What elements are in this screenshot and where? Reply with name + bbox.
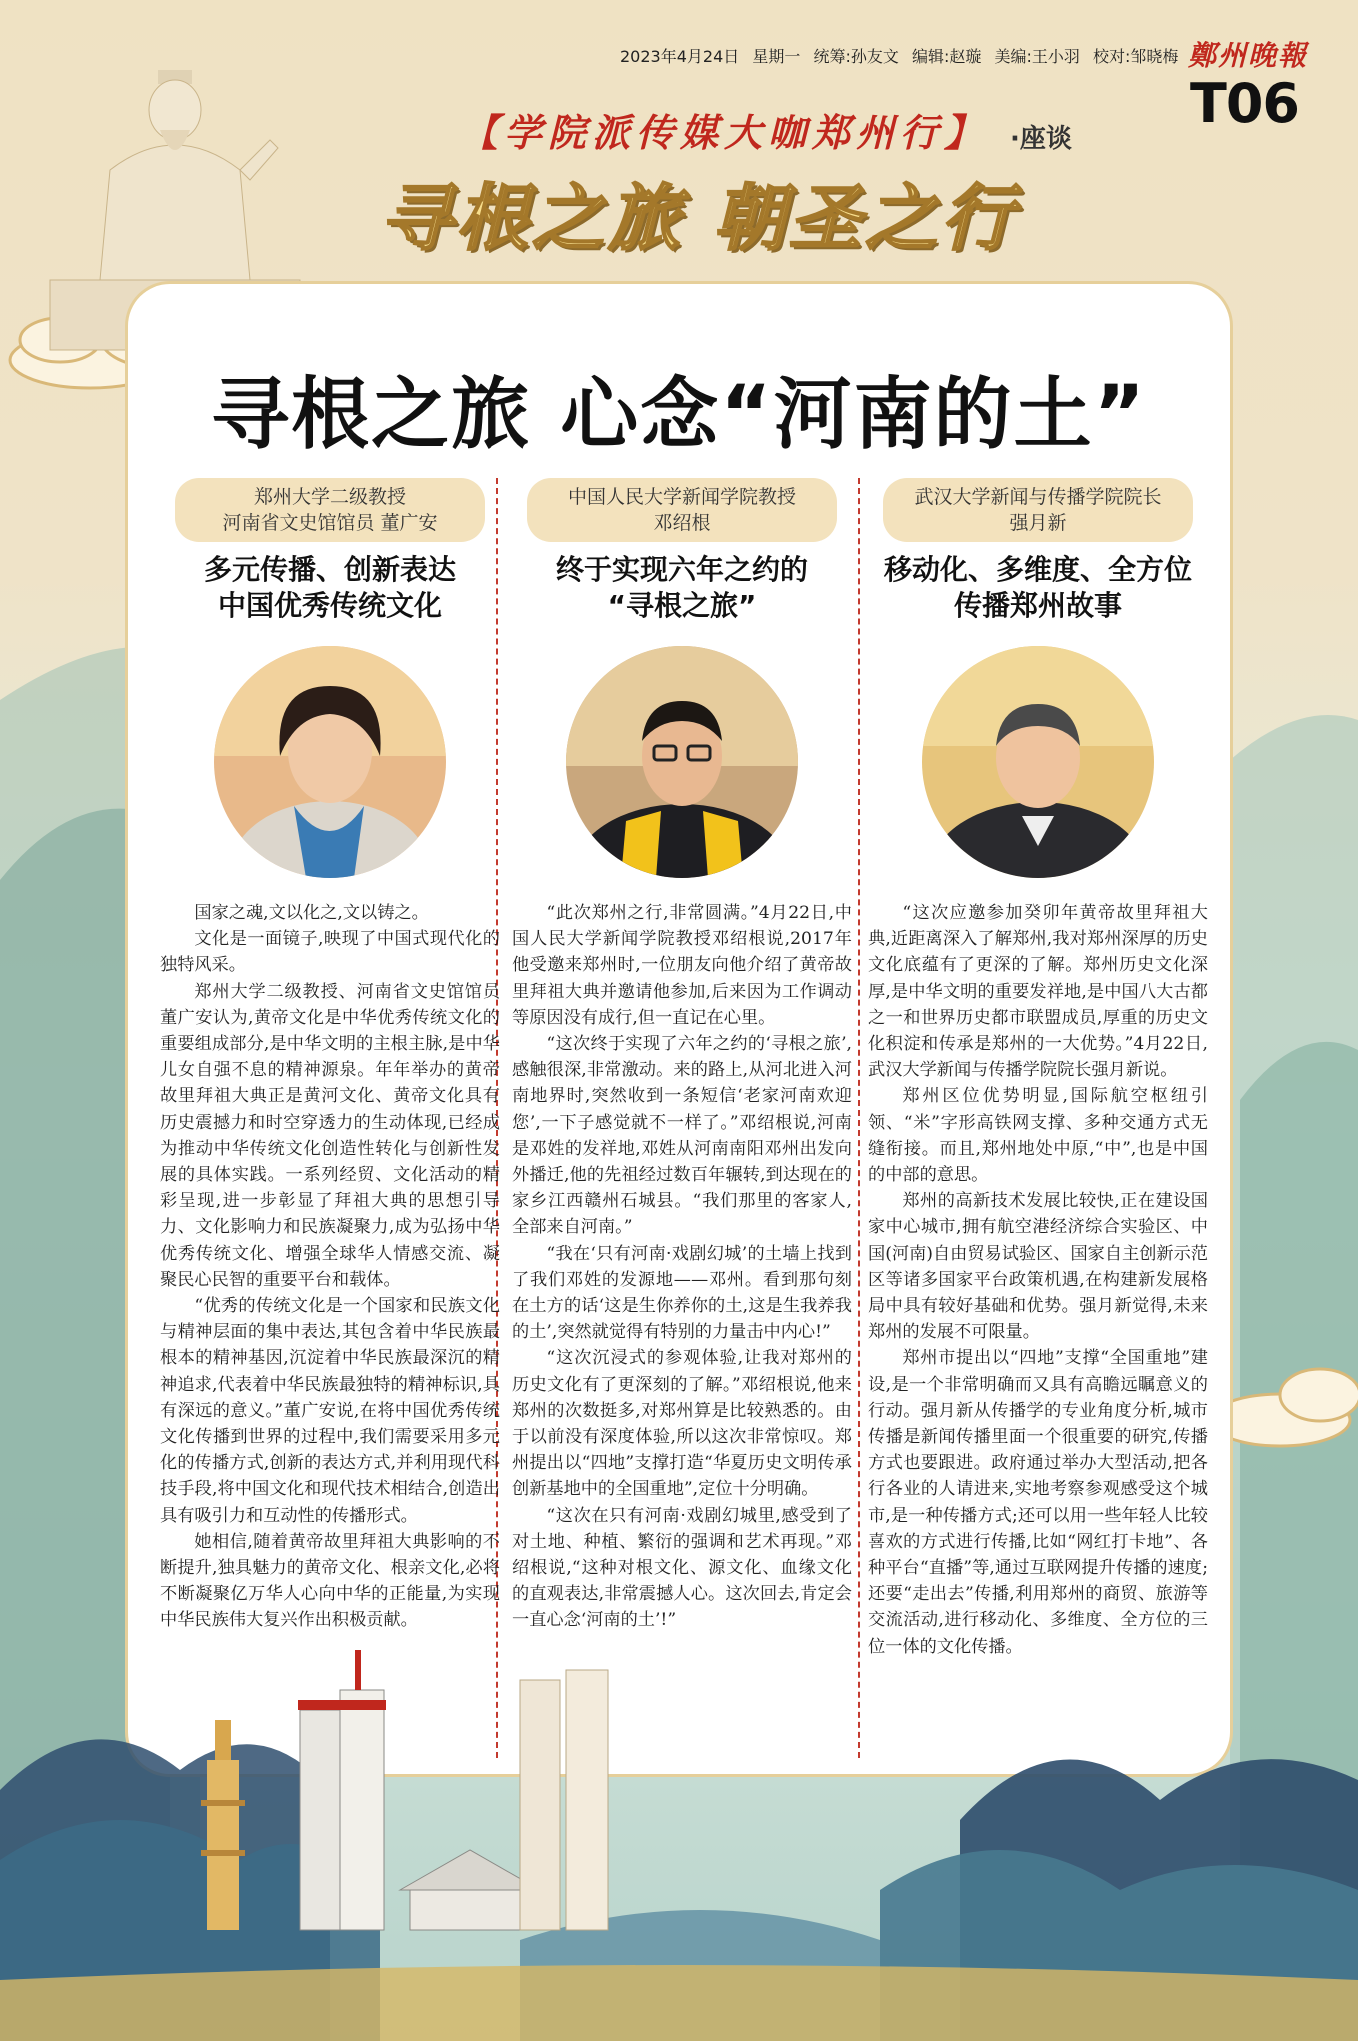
column-qiang-yuexin	[868, 478, 1208, 1660]
city-landscape-illustration	[0, 1560, 1358, 2041]
twin-tower-icon	[298, 1650, 386, 1930]
column-body	[512, 900, 852, 1634]
column-body	[868, 900, 1208, 1660]
column-title-line: 移动化、多维度、全方位	[883, 553, 1192, 586]
paragraph: 国家之魂,文以化之,文以铸之。	[194, 903, 429, 923]
column-dong-guangan	[160, 478, 500, 1634]
paragraph: “此次郑州之行,非常圆满。”4月22日,中国人民大学新闻学院教授邓绍根说,2017年他受邀来郑州时,一位朋友向他介绍了黄帝故里拜祖大典并邀请他参加,后来因为工作调动等原因没有成行,但一直记在心里。	[512, 903, 852, 1028]
speaker-role-badge	[527, 478, 837, 542]
paragraph: 郑州大学二级教授、河南省文史馆馆员董广安认为,黄帝文化是中华优秀传统文化的重要组成部分,是中华文明的主根主脉,是中华儿女自强不息的精神源泉。年年举办的黄帝故里拜祖大典正是黄河文化、黄帝文化具有历史震撼力和时空穿透力的生动体现,已经成为推动中华传统文化创造性转化与创新性发展的具体实践。一系列经贸、文化活动的精彩呈现,进一步彰显了拜祖大典的思想引导力、文化影响力和民族凝聚力,成为弘扬中华优秀传统文化、增强全球华人情感交流、凝聚民心民智的重要平台和载体。	[160, 981, 500, 1290]
column-title	[160, 552, 500, 624]
paragraph: 文化是一面镜子,映现了中国式现代化的独特风采。	[160, 929, 500, 976]
issue-date: 2023年4月24日	[620, 47, 740, 66]
speaker-role-badge	[883, 478, 1193, 542]
editor-credit: 编辑:赵璇	[911, 47, 982, 66]
column-deng-shaogen	[512, 478, 852, 1634]
speaker-role-line: 郑州大学二级教授	[253, 486, 406, 508]
paragraph: “优秀的传统文化是一个国家和民族文化与精神层面的集中表达,其包含着中华民族最根本的精神基因,沉淀着中华民族最深沉的精神追求,代表着中华民族最独特的精神标识,具有深远的意义。”董广安说,在将中国优秀传统文化传播到世界的过程中,我们需要采用多元化的传播方式,创新的表达方式,并利用现代科技手段,将中国文化和现代技术相结合,创造出具有吸引力和互动性的传播形式。	[160, 1296, 500, 1526]
portrait-photo	[922, 646, 1154, 878]
paragraph: “这次沉浸式的参观体验,让我对郑州的历史文化有了更深刻的了解。”邓绍根说,他来郑州的次数挺多,对郑州算是比较熟悉的。由于以前没有深度体验,所以这次非常惊叹。郑州提出以“四地”支撑打造“华夏历史文明传承创新基地中的全国重地”,定位十分明确。	[512, 1348, 852, 1500]
portrait-photo	[214, 646, 446, 878]
newspaper-masthead: 鄭州晚報	[1188, 39, 1309, 72]
portrait-man-smiling-icon	[922, 646, 1154, 878]
page-number: T06	[1190, 72, 1299, 135]
page-headline: 寻根之旅 心念“河南的土”	[211, 370, 1147, 460]
column-title-line: 终于实现六年之约的	[555, 553, 808, 586]
paragraph: “这次应邀参加癸卯年黄帝故里拜祖大典,近距离深入了解郑州,我对郑州深厚的历史文化底蕴有了更深的了解。郑州历史文化深厚,是中华文明的重要发祥地,是中国八大古都之一和世界历史都市联盟成员,厚重的历史文化积淀和传承是郑州的一大优势。”4月22日,武汉大学新闻与传播学院院长强月新说。	[868, 903, 1208, 1081]
skyscraper-icon	[520, 1670, 608, 1930]
paragraph: 她相信,随着黄帝故里拜祖大典影响的不断提升,独具魅力的黄帝文化、根亲文化,必将不断凝聚亿万华人心向中华的正能量,为实现中华民族伟大复兴作出积极贡献。	[160, 1531, 500, 1631]
paragraph: “这次在只有河南·戏剧幻城里,感受到了对土地、种植、繁衍的强调和艺术再现。”邓绍根说,“这种对根文化、源文化、血缘文化的直观表达,非常震撼人心。这次回去,肯定会一直心念‘河南的土’!”	[512, 1505, 852, 1631]
speaker-role-line: 中国人民大学新闻学院教授	[567, 486, 796, 508]
paragraph: 郑州市提出以“四地”支撑“全国重地”建设,是一个非常明确而又具有高瞻远瞩意义的行动。强月新从传播学的专业角度分析,城市传播是新闻传播里面一个很重要的研究,传播方式也要跟进。政府通过举办大型活动,把各行各业的人请进来,实地考察参观感受这个城市,是一种传播方式;还可以用一些年轻人比较喜欢的方式进行传播,比如“网红打卡地”、各种平台“直播”等,通过互联网提升传播的速度;还要“走出去”传播,利用郑州的商贸、旅游等交流活动,进行移动化、多维度、全方位的三位一体的文化传播。	[868, 1348, 1208, 1657]
paragraph: “这次终于实现了六年之约的‘寻根之旅’,感触很深,非常激动。来的路上,从河北进入河南地界时,突然收到一条短信‘老家河南欢迎您’,一下子感觉就不一样了。”邓绍根说,河南是邓姓的发祥地,邓姓从河南南阳邓州出发向外播迁,他的先祖经过数百年辗转,到达现在的家乡江西赣州石城县。“我们那里的客家人,全部来自河南。”	[512, 1034, 852, 1238]
series-tag: ·座谈	[1010, 124, 1072, 154]
column-title-line: 传播郑州故事	[953, 589, 1122, 622]
column-title-line: 中国优秀传统文化	[217, 589, 442, 622]
column-body	[160, 900, 500, 1634]
slogan-banner: 寻根之旅 朝圣之行	[380, 175, 1018, 260]
speaker-name-line: 邓绍根	[653, 512, 711, 534]
column-title-line: “寻根之旅”	[607, 589, 757, 622]
column-title-line: 多元传播、创新表达	[203, 553, 456, 586]
speaker-role-badge	[175, 478, 485, 542]
museum-building-icon	[400, 1850, 540, 1930]
paragraph: 郑州的高新技术发展比较快,正在建设国家中心城市,拥有航空港经济综合实验区、中国(河南)自由贸易试验区、国家自主创新示范区等诸多国家平台政策机遇,在构建新发展格局中具有较好基础和优势。强月新觉得,未来郑州的发展不可限量。	[868, 1191, 1208, 1343]
series-title: 【学院派传媒大咖郑州行】	[460, 110, 989, 155]
speaker-name-line: 强月新	[1009, 512, 1067, 534]
designer-credit: 美编:王小羽	[994, 47, 1080, 66]
issue-weekday: 星期一	[752, 47, 801, 66]
speaker-role-line: 武汉大学新闻与传播学院院长	[914, 486, 1162, 508]
coordinator-credit: 统筹:孙友文	[813, 47, 899, 66]
portrait-man-glasses-icon	[566, 646, 798, 878]
portrait-woman-icon	[214, 646, 446, 878]
speaker-name-line: 河南省文史馆馆员 董广安	[222, 512, 438, 534]
paragraph: “我在‘只有河南·戏剧幻城’的土墙上找到了我们邓姓的发源地——邓州。看到那句刻在土方的话‘这是生你养你的土,这是生我养我的土’,突然就觉得有特别的力量击中内心!”	[512, 1243, 852, 1343]
paragraph: 郑州区位优势明显,国际航空枢纽引领、“米”字形高铁网支撑、多种交通方式无缝衔接。而且,郑州地处中原,“中”,也是中国的中部的意思。	[868, 1086, 1208, 1186]
proofreader-credit: 校对:邹晓梅	[1092, 47, 1179, 66]
column-title	[512, 552, 852, 624]
portrait-photo	[566, 646, 798, 878]
column-title	[868, 552, 1208, 624]
page-info-line	[620, 44, 1180, 67]
